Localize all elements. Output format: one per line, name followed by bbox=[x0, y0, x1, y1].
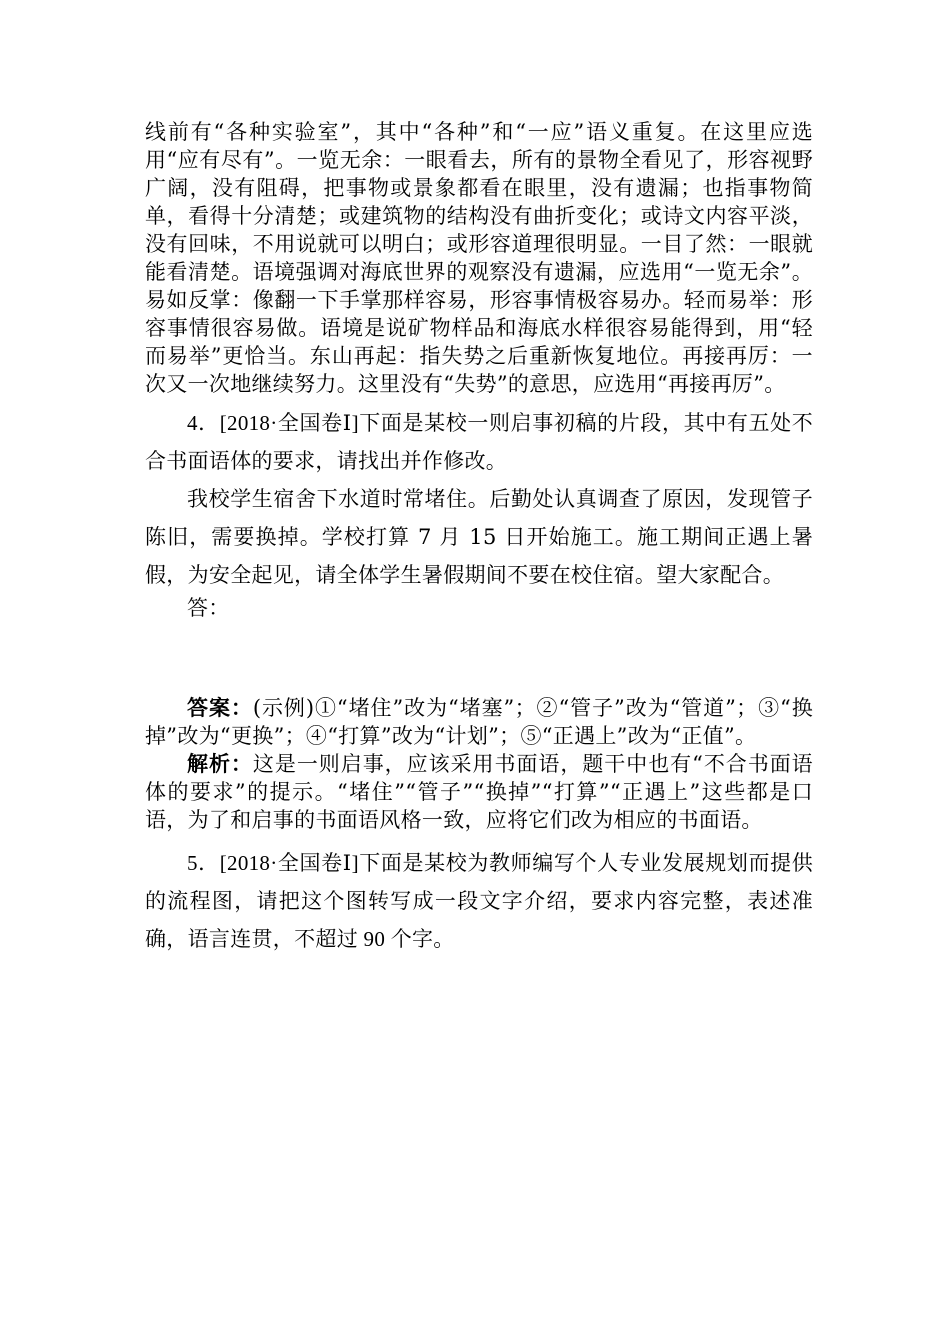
answer-paragraph bbox=[145, 694, 813, 750]
analysis-text: 这是一则启事，应该采用书面语，题干中也有“不合书面语体的要求”的提示。“堵住”“管子”“换掉”“打算”“正遇上”这些都是口语，为了和启事的书面语风格一致，应将它们改为相应的书面语。 bbox=[145, 752, 813, 832]
answer-prompt: 答： bbox=[187, 596, 230, 620]
analysis-paragraph bbox=[145, 750, 813, 834]
answer-blank-area bbox=[145, 622, 813, 694]
question-4-prompt: 4．[2018·全国卷Ⅰ]下面是某校一则启事初稿的片段，其中有五处不合书面语体的要求，请找出并作修改。 bbox=[145, 411, 813, 473]
analysis-label: 解析： bbox=[187, 751, 253, 776]
question-4-passage: 我校学生宿舍下水道时常堵住。后勤处认真调查了原因，发现管子陈旧，需要换掉。学校打算 7 月 15 日开始施工。施工期间正遇上暑假，为安全起见，请全体学生暑假期间不要在校住宿。望大家配合。 bbox=[145, 487, 813, 587]
document-page bbox=[145, 118, 813, 958]
answer-label: 答案： bbox=[187, 695, 253, 720]
answer-text: (示例)①“堵住”改为“堵塞”；②“管子”改为“管道”；③“换掉”改为“更换”；④“打算”改为“计划”；⑤“正遇上”改为“正值”。 bbox=[145, 696, 814, 748]
question-5-prompt: 5．[2018·全国卷Ⅰ]下面是某校为教师编写个人专业发展规划而提供的流程图，请把这个图转写成一段文字介绍，要求内容完整，表述准确，语言连贯，不超过 90 个字。 bbox=[145, 851, 813, 951]
explanation-paragraph: 线前有“各种实验室”，其中“各种”和“一应”语义重复。在这里应选用“应有尽有”。一览无余：一眼看去，所有的景物全看见了，形容视野广阔，没有阻碍，把事物或景象都看在眼里，没有遗漏；也指事物简单，看得十分清楚；或建筑物的结构没有曲折变化；或诗文内容平淡，没有回味，不用说就可以明白；或形容道理很明显。一目了然：一眼就能看清楚。语境强调对海底世界的观察没有遗漏，应选用“一览无余”。易如反掌：像翻一下手掌那样容易，形容事情极容易办。轻而易举：形容事情很容易做。语境是说矿物样品和海底水样很容易能得到，用“轻而易举”更恰当。东山再起：指失势之后重新恢复地位。再接再厉：一次又一次地继续努力。这里没有“失势”的意思，应选用“再接再厉”。 bbox=[145, 120, 813, 396]
